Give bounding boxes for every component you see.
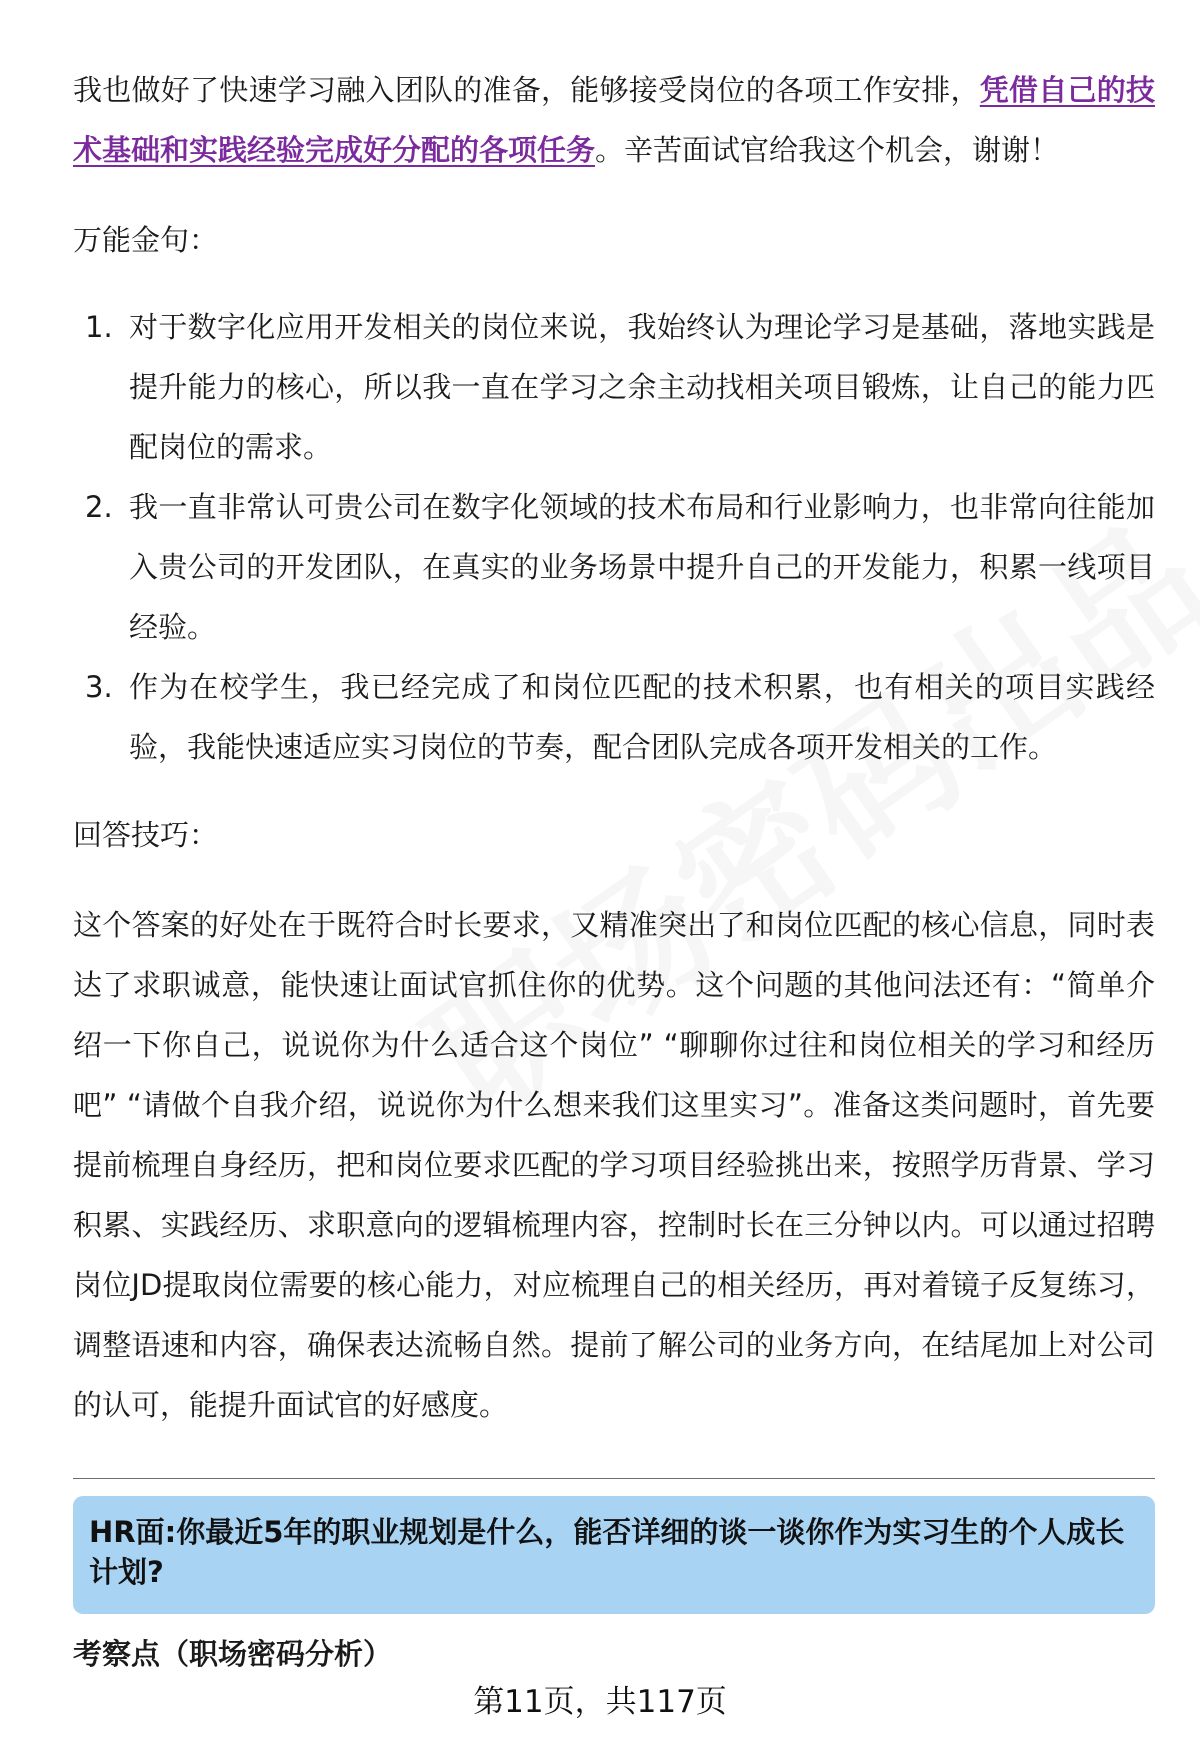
golden-sentences-label: 万能金句：	[73, 223, 219, 257]
list-item-number: 1.	[85, 310, 113, 344]
page-footer: 第11页，共117页	[473, 1684, 727, 1720]
question-text: HR面:你最近5年的职业规划是什么，能否详细的谈一谈你作为实习生的个人成长计划?	[89, 1515, 1125, 1589]
intro-text-after: 。辛苦面试官给我这个机会，谢谢！	[595, 133, 1060, 167]
golden-sentences-list	[73, 297, 1155, 777]
list-item	[73, 297, 1155, 477]
list-item-number: 3.	[85, 670, 113, 704]
section-title: 考察点（职场密码分析）	[73, 1637, 393, 1671]
answer-tips-paragraph: 这个答案的好处在于既符合时长要求，又精准突出了和岗位匹配的核心信息，同时表达了求职诚意，能快速让面试官抓住你的优势。这个问题的其他问法还有：“简单介绍一下你自己，说说你为什么适合这个岗位” “聊聊你过往和岗位相关的学习和经历吧” “请做个自我介绍，说说你为什么想来我们这里实习”。准备这类问题时，首先要提前梳理自身经历，把和岗位要求匹配的学习项目经验挑出来，按照学历背景、学习积累、实践经历、求职意向的逻辑梳理内容，控制时长在三分钟以内。可以通过招聘岗位JD提取岗位需要的核心能力，对应梳理自己的相关经历，再对着镜子反复练习，调整语速和内容，确保表达流畅自然。提前了解公司的业务方向，在结尾加上对公司的认可，能提升面试官的好感度。	[73, 908, 1155, 1422]
section-divider	[73, 1478, 1155, 1479]
intro-paragraph	[73, 60, 1155, 180]
intro-highlight: 凭借自己的技术基础和实践经验完成好分配的各项任务	[73, 73, 1155, 167]
list-item-text: 我一直非常认可贵公司在数字化领域的技术布局和行业影响力，也非常向往能加入贵公司的开发团队，在真实的业务场景中提升自己的开发能力，积累一线项目经验。	[129, 490, 1155, 644]
list-item-text: 对于数字化应用开发相关的岗位来说，我始终认为理论学习是基础，落地实践是提升能力的核心，所以我一直在学习之余主动找相关项目锻炼，让自己的能力匹配岗位的需求。	[129, 310, 1155, 464]
question-box	[73, 1496, 1155, 1614]
intro-text-before: 我也做好了快速学习融入团队的准备，能够接受岗位的各项工作安排，	[73, 73, 980, 107]
list-item	[73, 657, 1155, 777]
list-item	[73, 477, 1155, 657]
answer-tips-label: 回答技巧：	[73, 818, 219, 852]
list-item-text: 作为在校学生，我已经完成了和岗位匹配的技术积累，也有相关的项目实践经验，我能快速适应实习岗位的节奏，配合团队完成各项开发相关的工作。	[129, 670, 1155, 764]
list-item-number: 2.	[85, 490, 113, 524]
